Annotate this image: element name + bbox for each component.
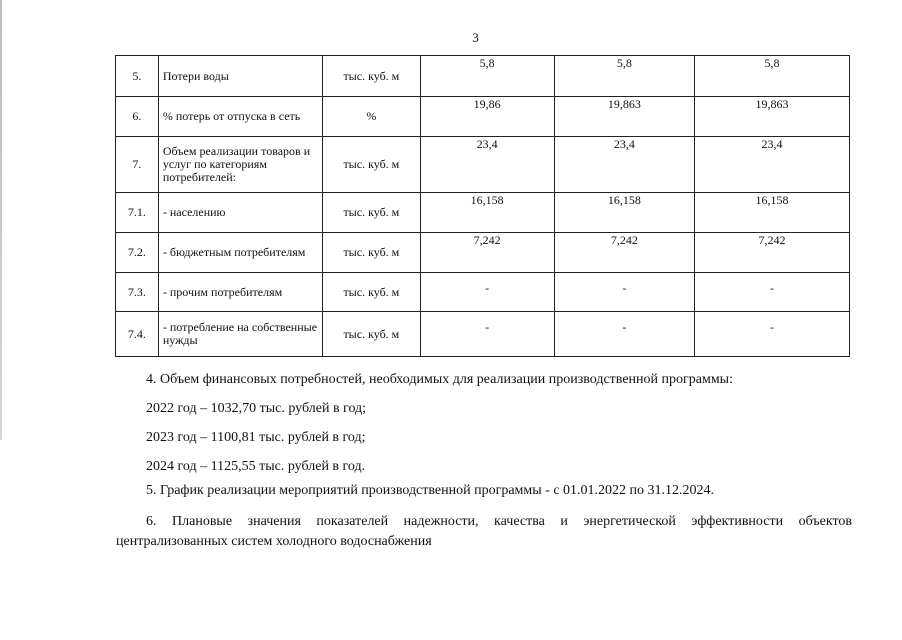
row-unit: тыс. куб. м (323, 273, 420, 312)
row-number: 7.4. (116, 312, 159, 357)
row-value: 16,158 (420, 193, 554, 233)
row-value: 19,863 (554, 97, 694, 137)
row-value: 23,4 (420, 137, 554, 193)
row-number: 6. (116, 97, 159, 137)
row-value: - (420, 273, 554, 312)
row-value: - (420, 312, 554, 357)
row-value: - (554, 312, 694, 357)
row-name: % потерь от отпуска в сеть (158, 97, 322, 137)
row-value: 19,863 (694, 97, 849, 137)
paragraph-line: 6. Плановые значения показателей надежности, качества и энергетической эффективности объектов (146, 514, 852, 529)
row-value: - (694, 273, 849, 312)
row-unit: тыс. куб. м (323, 312, 420, 357)
row-name: - бюджетным потребителям (158, 233, 322, 273)
row-number: 7.2. (116, 233, 159, 273)
table-row (116, 193, 850, 233)
row-value: - (694, 312, 849, 357)
row-name: Потери воды (158, 56, 322, 97)
financial-line-2023: 2023 год – 1100,81 тыс. рублей в год; (146, 430, 366, 445)
row-name: - прочим потребителям (158, 273, 322, 312)
row-unit: тыс. куб. м (323, 193, 420, 233)
paragraph-financial-needs: 4. Объем финансовых потребностей, необходимых для реализации производственной программы: (146, 372, 733, 387)
page-left-edge (0, 0, 2, 440)
row-unit: тыс. куб. м (323, 137, 420, 193)
row-number: 7.3. (116, 273, 159, 312)
table-row (116, 137, 850, 193)
row-value: 23,4 (554, 137, 694, 193)
row-value: 7,242 (554, 233, 694, 273)
row-value: 23,4 (694, 137, 849, 193)
table-row (116, 97, 850, 137)
row-value: 16,158 (694, 193, 849, 233)
row-name: - населению (158, 193, 322, 233)
row-number: 7.1. (116, 193, 159, 233)
row-value: 5,8 (694, 56, 849, 97)
row-number: 5. (116, 56, 159, 97)
row-value: 16,158 (554, 193, 694, 233)
paragraph-schedule: 5. График реализации мероприятий производственной программы - с 01.01.2022 по 31.12.2024. (146, 483, 715, 498)
indicators-table (115, 55, 850, 357)
page-number: 3 (472, 30, 479, 45)
table-row (116, 312, 850, 357)
row-unit: % (323, 97, 420, 137)
row-name: - потребление на собственные нужды (158, 312, 322, 357)
row-value: 5,8 (420, 56, 554, 97)
row-unit: тыс. куб. м (323, 233, 420, 273)
row-value: 7,242 (420, 233, 554, 273)
row-value: 19,86 (420, 97, 554, 137)
table-row (116, 56, 850, 97)
paragraph-planned-indicators (116, 512, 852, 552)
table-row (116, 233, 850, 273)
row-value: 5,8 (554, 56, 694, 97)
paragraph-line: централизованных систем холодного водоснабжения (116, 534, 432, 549)
row-number: 7. (116, 137, 159, 193)
row-value: 7,242 (694, 233, 849, 273)
row-unit: тыс. куб. м (323, 56, 420, 97)
table-row (116, 273, 850, 312)
financial-line-2024: 2024 год – 1125,55 тыс. рублей в год. (146, 459, 366, 474)
row-value: - (554, 273, 694, 312)
row-name: Объем реализации товаров и услуг по категориям потребителей: (158, 137, 322, 193)
financial-line-2022: 2022 год – 1032,70 тыс. рублей в год; (146, 401, 367, 416)
